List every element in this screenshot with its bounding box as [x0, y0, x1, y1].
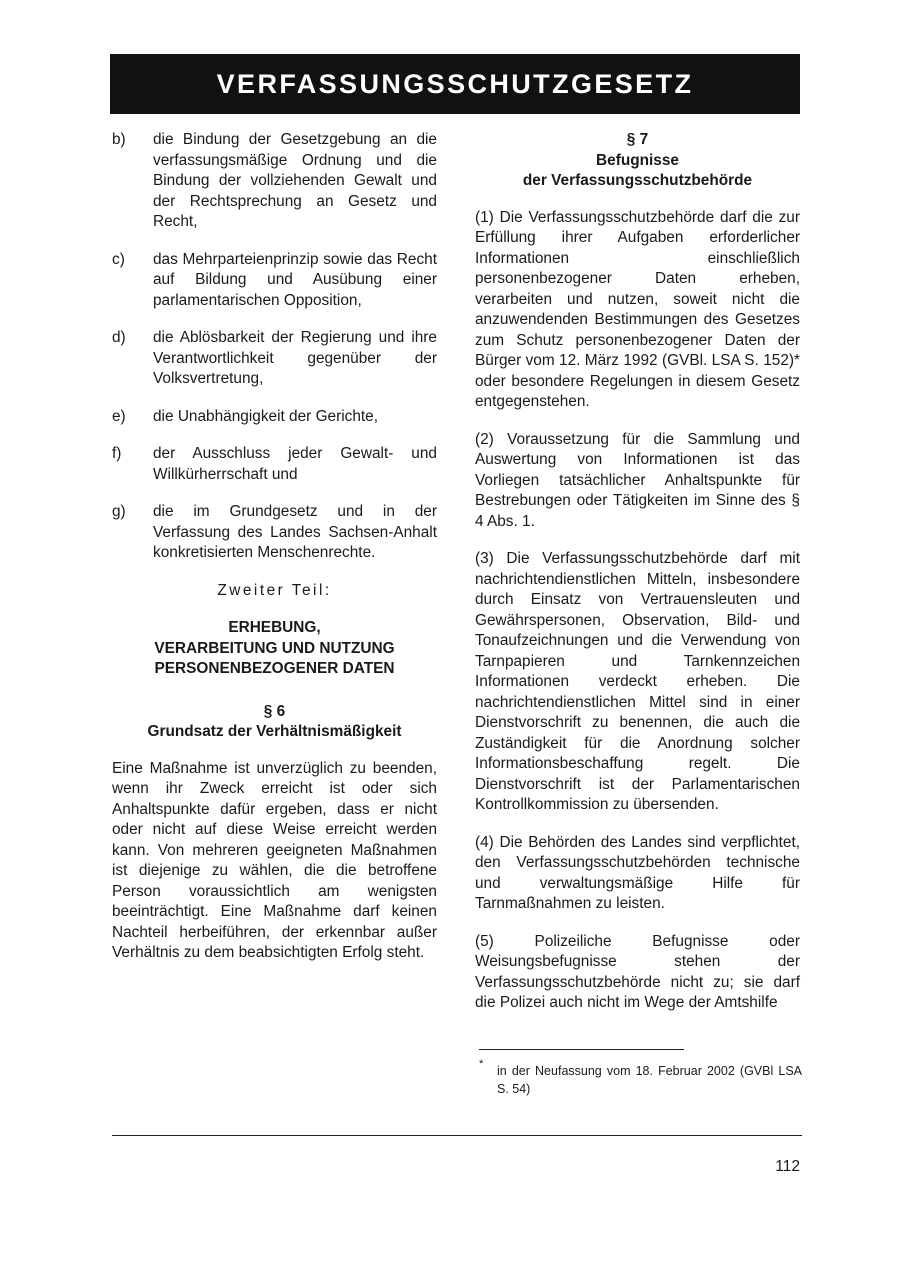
left-column [112, 130, 437, 981]
section-6-title: Grundsatz der Verhältnismäßigkeit [147, 723, 402, 740]
section-7-paragraph-4: (4) Die Behörden des Landes sind verpflichtet, den Verfassungsschutzbehörden technische und verwaltungsmäßige Hilfe für Tarnmaßnahmen zu leisten. [475, 833, 800, 912]
list-item-text: die Bindung der Gesetzgebung an die verfassungsmäßige Ordnung und die Bindung der vollziehenden Gewalt und der Rechtsprechung an Gesetz und Recht, [153, 131, 437, 230]
list-item-c [112, 250, 437, 312]
part-title-line-1: ERHEBUNG, [228, 619, 321, 636]
list-item-text: der Ausschluss jeder Gewalt- und Willkürherrschaft und [153, 445, 437, 483]
section-7-paragraph-3: (3) Die Verfassungsschutzbehörde darf mit nachrichtendienstlichen Mitteln, insbesondere durch Einsatz von Vertrauensleuten und Gewährspersonen, Observation, Bild- und Tonaufzeichnungen und die Verwendung von Tarnpapieren und Tarnkennzeichen Informationen verdeckt erheben. Die nachrichtendienstlichen Mittel sind in einer Dienstvorschrift zu benennen, die auch die Zuständigkeit für die Anordnung solcher Informationsbeschaffung regelt. Die Dienstvorschrift ist der Parlamentarischen Kontrollkommission zu übersenden. [475, 550, 800, 813]
list-item-label: f) [112, 445, 122, 462]
footnote-text: in der Neufassung vom 18. Februar 2002 (GVBl LSA S. 54) [497, 1064, 802, 1096]
section-7-title-line-1: Befugnisse [596, 151, 679, 169]
list-item-text: die im Grundgesetz und in der Verfassung des Landes Sachsen-Anhalt konkretisierten Menschenrechte. [153, 503, 437, 561]
list-item-label: d) [112, 329, 126, 346]
list-item-d [112, 328, 437, 390]
list-item-label: b) [112, 131, 126, 148]
list-item-text: die Ablösbarkeit der Regierung und ihre Verantwortlichkeit gegenüber der Volksvertretung, [153, 329, 437, 387]
page-number: 112 [775, 1158, 800, 1175]
footnote-marker: * [479, 1058, 484, 1070]
page-header [110, 54, 800, 114]
section-7-title-line-2: der Verfassungsschutzbehörde [522, 172, 753, 189]
list-item-text: die Unabhängigkeit der Gerichte, [153, 407, 379, 425]
list-item-label: g) [112, 503, 126, 520]
section-6-text: Eine Maßnahme ist unverzüglich zu beenden, wenn ihr Zweck erreicht ist oder sich Anhaltspunkte dafür ergeben, dass er nicht oder nicht auf diese Weise erreicht werden kann. Von mehreren geeigneten Maßnahmen ist diejenige zu wählen, die die betroffene Person voraussichtlich am wenigsten beeinträchtigt. Eine Maßnahme darf keinen Nachteil herbeiführen, der erkennbar außer Verhältnis zu dem beabsichtigten Erfolg steht. [112, 759, 437, 961]
page-footer-rule [112, 1135, 802, 1136]
list-item-label: e) [112, 407, 126, 425]
right-column [475, 130, 800, 1031]
section-7-paragraph-2: (2) Voraussetzung für die Sammlung und Auswertung von Informationen ist das Vorliegen tatsächlicher Anhaltspunkte für Bestrebungen oder Tätigkeiten im Sinne des § 4 Abs. 1. [475, 430, 800, 530]
section-7-paragraph-5: (5) Polizeiliche Befugnisse oder Weisungsbefugnisse stehen der Verfassungsschutzbehörde nicht zu; sie darf die Polizei auch nicht im Wege der Amtshilfe [475, 932, 800, 1011]
part-title-line-2: VERARBEITUNG UND NUTZUNG [154, 639, 395, 657]
list-item-label: c) [112, 250, 125, 268]
list-item-f [112, 444, 437, 485]
list-item-text: das Mehrparteienprinzip sowie das Recht auf Bildung und Ausübung einer parlamentarischen Opposition, [153, 250, 437, 309]
section-6-number: § 6 [263, 702, 286, 720]
part-title-line-3: PERSONENBEZOGENER DATEN [154, 660, 395, 677]
list-item-b [112, 130, 437, 233]
list-item-g [112, 502, 437, 564]
section-7-number: § 7 [626, 131, 649, 148]
list-item-e [112, 407, 437, 428]
part-label: Zweiter Teil: [217, 581, 332, 599]
section-7-paragraph-1: (1) Die Verfassungsschutzbehörde darf die zur Erfüllung ihrer Aufgaben erforderlicher Informationen einschließlich personenbezogener Daten erheben, verarbeiten und nutzen, soweit nicht die anzuwendenden Bestimmungen des Gesetzes zum Schutz personenbezogener Daten der Bürger vom 12. März 1992 (GVBl. LSA S. 152)* oder besondere Regelungen in diesem Gesetz entgegenstehen. [475, 208, 800, 410]
header-title: VERFASSUNGSSCHUTZGESETZ [216, 68, 694, 99]
part-title [112, 618, 437, 680]
footnote-divider [479, 1049, 684, 1050]
